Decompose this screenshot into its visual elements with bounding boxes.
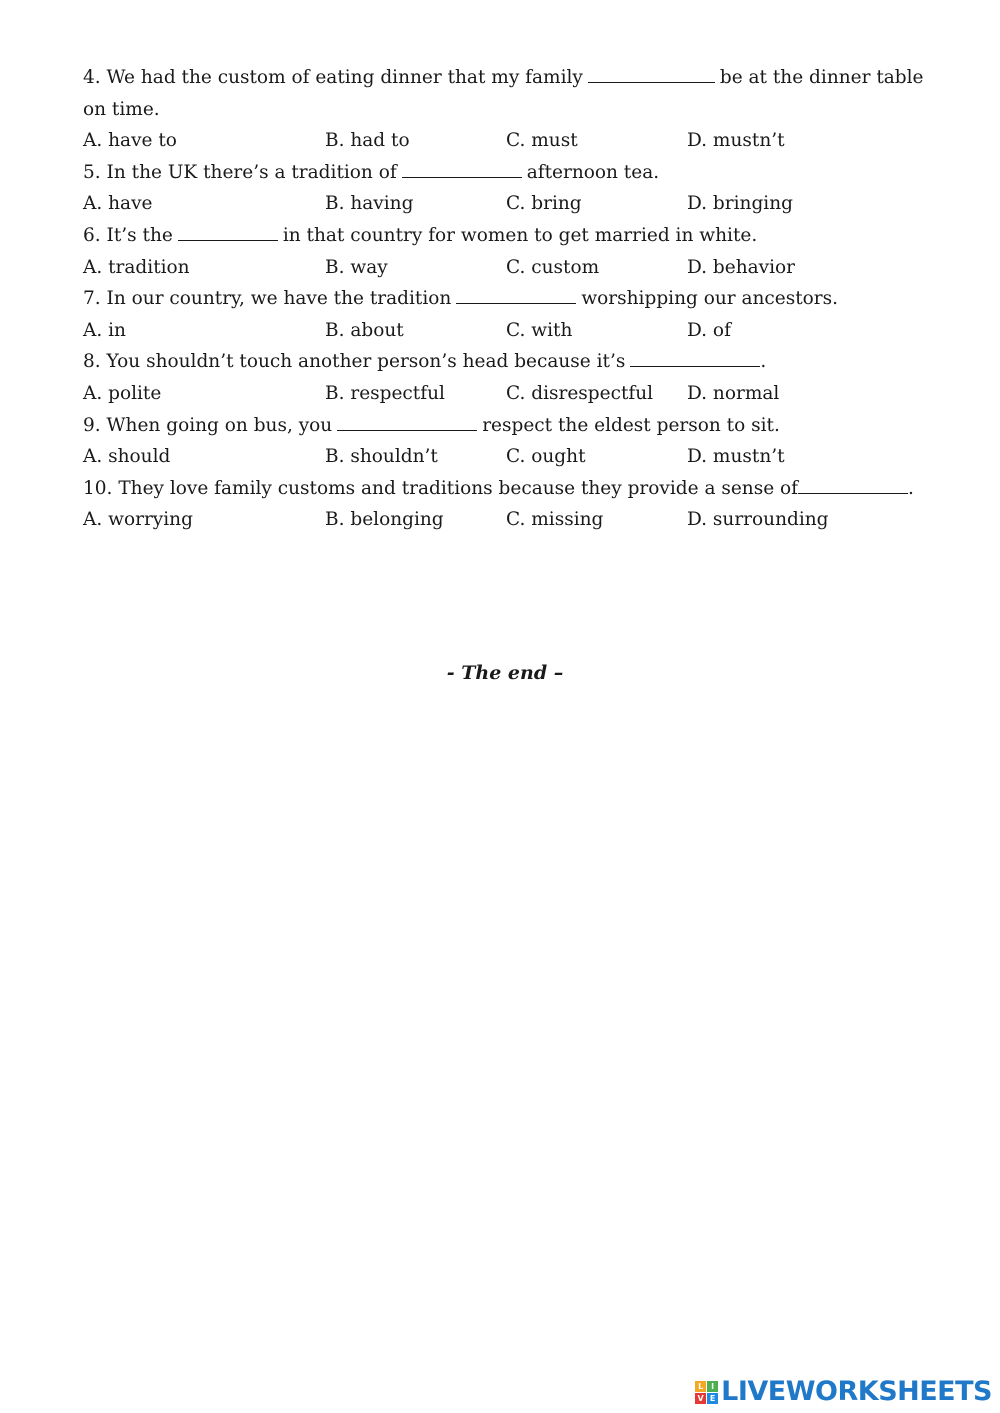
options-row-4 <box>83 125 943 157</box>
question-5 <box>83 157 943 189</box>
option-a[interactable]: A. have to <box>83 130 177 152</box>
options-row-10 <box>83 504 943 536</box>
answer-blank[interactable] <box>798 474 908 494</box>
option-b[interactable]: B. about <box>325 319 404 341</box>
option-c[interactable]: C. missing <box>506 509 604 531</box>
question-stem-before: You shouldn’t touch another person’s head because it’s <box>106 351 626 373</box>
question-number: 6. <box>83 224 101 246</box>
question-stem-before: We had the custom of eating dinner that my family <box>106 67 583 88</box>
question-stem-before: In the UK there’s a tradition of <box>106 161 397 183</box>
options-row-5 <box>83 188 943 220</box>
question-number: 8. <box>83 351 101 373</box>
options-row-7 <box>83 315 943 347</box>
options-row-8 <box>83 378 943 410</box>
question-stem-after: respect the eldest person to sit. <box>482 414 780 436</box>
option-b[interactable]: B. having <box>325 193 414 215</box>
question-10 <box>83 473 943 505</box>
option-a[interactable]: A. have <box>83 193 153 215</box>
logo-letter-v: V <box>695 1393 706 1404</box>
logo-grid-icon <box>695 1381 718 1404</box>
option-b[interactable]: B. belonging <box>325 509 444 531</box>
question-9 <box>83 410 943 442</box>
question-7 <box>83 283 943 315</box>
options-row-9 <box>83 441 943 473</box>
option-d[interactable]: D. surrounding <box>687 509 829 531</box>
question-stem-before: When going on bus, you <box>106 414 333 436</box>
question-stem-before: In our country, we have the tradition <box>106 288 452 310</box>
question-stem-after: in that country for women to get married in white. <box>282 224 758 246</box>
option-c[interactable]: C. ought <box>506 446 586 468</box>
answer-blank[interactable] <box>402 158 522 178</box>
answer-blank[interactable] <box>337 411 477 431</box>
option-d[interactable]: D. of <box>687 319 731 341</box>
answer-blank[interactable] <box>588 63 715 83</box>
question-stem-after: . <box>760 351 767 373</box>
option-c[interactable]: C. bring <box>506 193 582 215</box>
question-8 <box>83 346 943 378</box>
option-b[interactable]: B. respectful <box>325 382 445 404</box>
logo-letter-l: L <box>695 1381 706 1392</box>
option-d[interactable]: D. behavior <box>687 256 796 278</box>
question-4 <box>83 62 943 125</box>
end-marker: - The end – <box>446 662 564 684</box>
option-a[interactable]: A. in <box>83 319 126 341</box>
question-stem-after: worshipping our ancestors. <box>581 288 839 310</box>
answer-blank[interactable] <box>630 347 760 367</box>
answer-blank[interactable] <box>456 284 576 304</box>
question-stem-after: be at the dinner table on time. <box>83 67 924 120</box>
option-d[interactable]: D. bringing <box>687 193 793 215</box>
logo-letter-i: I <box>707 1381 718 1392</box>
option-b[interactable]: B. way <box>325 256 388 278</box>
question-stem-before: It’s the <box>106 224 173 246</box>
answer-blank[interactable] <box>178 221 278 241</box>
option-b[interactable]: B. shouldn’t <box>325 446 438 468</box>
option-c[interactable]: C. with <box>506 319 573 341</box>
option-c[interactable]: C. must <box>506 130 578 152</box>
worksheet-page <box>83 62 943 536</box>
question-stem-after: afternoon tea. <box>526 161 660 183</box>
question-number: 9. <box>83 414 101 436</box>
option-a[interactable]: A. worrying <box>83 509 193 531</box>
question-number: 10. <box>83 477 113 499</box>
option-a[interactable]: A. tradition <box>83 256 190 278</box>
question-stem-after: . <box>908 477 914 499</box>
option-c[interactable]: C. custom <box>506 256 600 278</box>
option-b[interactable]: B. had to <box>325 130 410 152</box>
option-a[interactable]: A. should <box>83 446 171 468</box>
option-d[interactable]: D. mustn’t <box>687 446 785 468</box>
option-d[interactable]: D. mustn’t <box>687 130 785 152</box>
question-stem-before: They love family customs and traditions because they provide a sense of <box>118 477 799 499</box>
brand-name: LIVEWORKSHEETS <box>721 1376 992 1407</box>
question-number: 5. <box>83 161 101 183</box>
logo-letter-e: E <box>707 1393 718 1404</box>
liveworksheets-logo <box>695 1377 992 1407</box>
option-c[interactable]: C. disrespectful <box>506 382 654 404</box>
option-d[interactable]: D. normal <box>687 382 780 404</box>
question-6 <box>83 220 943 252</box>
question-number: 7. <box>83 288 101 310</box>
option-a[interactable]: A. polite <box>83 382 162 404</box>
question-number: 4. <box>83 67 101 88</box>
options-row-6 <box>83 252 943 284</box>
